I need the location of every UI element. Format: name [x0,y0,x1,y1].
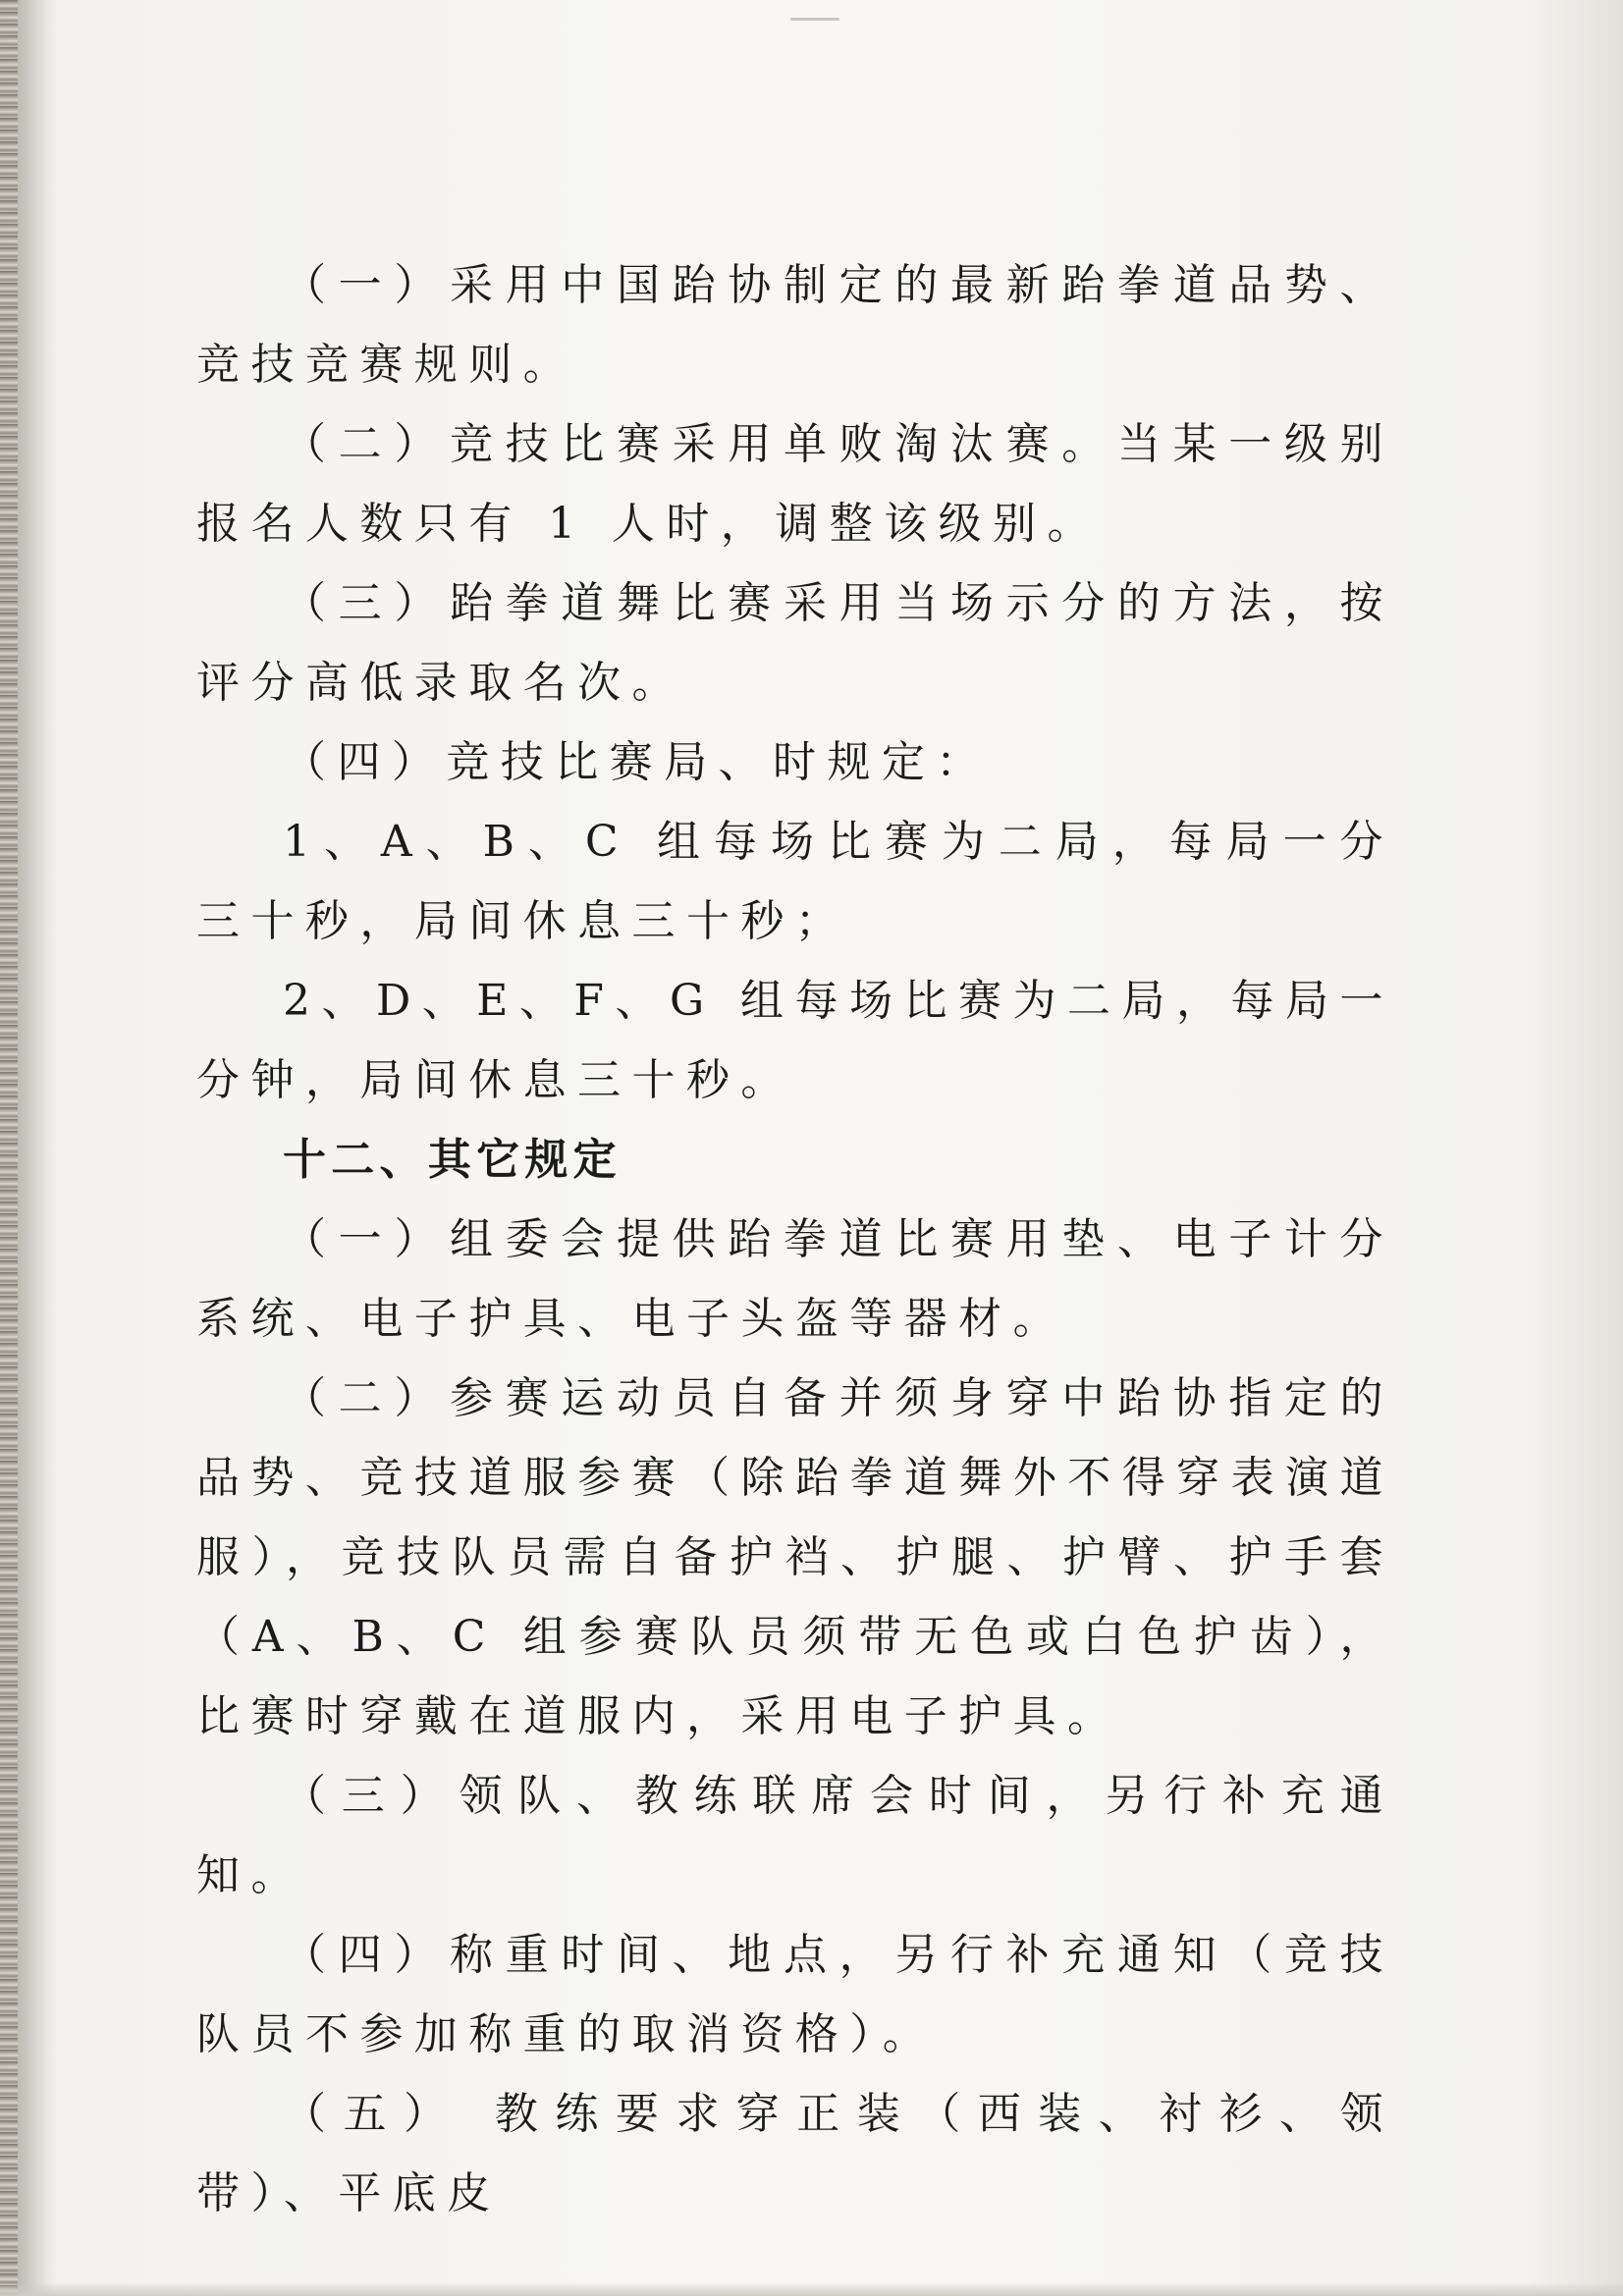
paragraph-uniform: （二）参赛运动员自备并须身穿中跆协指定的品势、竞技道服参赛（除跆拳道舞外不得穿表演道服），竞技队员需自备护裆、护腿、护臂、护手套（A、B、C 组参赛队员须带无色或白色护齿），比赛时穿戴在道服内，采用电子护具。 [196,1373,1394,1741]
paragraph-coach-attire: （五） 教练要求穿正装（西装、衬衫、领带）、平底皮 [196,2089,1394,2218]
document-body [196,245,1394,2233]
paragraph-dance-scoring: （三）跆拳道舞比赛采用当场示分的方法，按评分高低录取名次。 [196,578,1394,708]
section-heading: 十二、其它规定 [283,1135,622,1185]
paragraph-elimination: （二）竞技比赛采用单败淘汰赛。当某一级别报名人数只有 1 人时，调整该级别。 [196,419,1394,549]
binding-shadow [18,0,57,2296]
paragraph-weigh-in: （四）称重时间、地点，另行补充通知（竞技队员不参加称重的取消资格）。 [196,1930,1394,2059]
paragraph-defg-groups: 2、D、E、F、G 组每场比赛为二局，每局一分钟，局间休息三十秒。 [196,976,1394,1105]
binding-edge [0,0,18,2296]
bottom-edge [0,2282,1623,2296]
scan-mark [790,18,839,21]
paragraph-meeting: （三）领队、教练联席会时间，另行补充通知。 [196,1771,1394,1900]
paragraph-equipment: （一）组委会提供跆拳道比赛用垫、电子计分系统、电子护具、电子头盔等器材。 [196,1214,1394,1344]
paragraph-round-time: （四）竞技比赛局、时规定： [283,737,991,787]
paragraph-abc-groups: 1、A、B、C 组每场比赛为二局，每局一分三十秒，局间休息三十秒； [196,817,1394,946]
paragraph-rules: （一）采用中国跆协制定的最新跆拳道品势、竞技竞赛规则。 [196,260,1394,390]
